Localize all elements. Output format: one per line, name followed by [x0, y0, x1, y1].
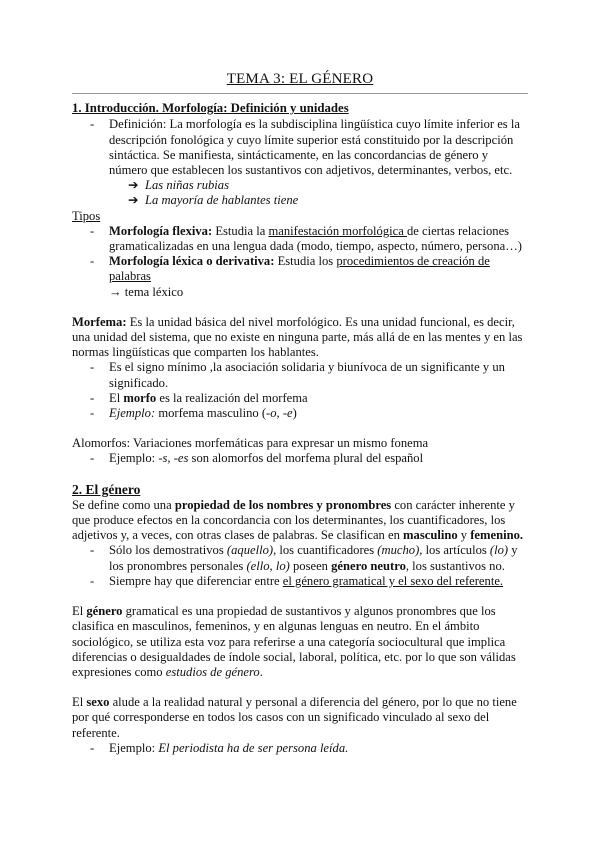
text-run: Se define como una: [72, 497, 175, 512]
text-run: -s, -es: [158, 451, 189, 466]
term-label: morfo: [123, 390, 157, 405]
text-run: es la realización del morfema: [156, 390, 308, 405]
tipo-lexica-item: [72, 254, 528, 300]
spacer: [72, 421, 528, 436]
list-dash: -: [90, 740, 95, 755]
list-dash: -: [90, 406, 95, 421]
text-run: morfema masculino (: [155, 406, 267, 421]
alomorfos-paragraph: Alomorfos: Variaciones morfemáticas para expresar un mismo fonema: [72, 436, 429, 451]
example-item: [72, 193, 528, 208]
sexo-paragraph: [72, 695, 528, 741]
example-text: Las niñas rubias: [145, 178, 229, 193]
morfema-bullet: [72, 360, 528, 390]
underlined-term: procedimientos de creación de palabras: [109, 254, 490, 284]
text-run: de ciertas relaciones gramaticalizadas en una lengua dada (modo, tiempo, aspecto, número, persona…): [109, 223, 522, 254]
spacer: [72, 300, 528, 315]
list-dash: -: [90, 390, 95, 405]
spacer: [72, 467, 528, 482]
genero-bullet: [72, 574, 528, 589]
section-2-heading: 2. El género: [72, 481, 141, 497]
text-run: (ello, lo): [246, 558, 290, 573]
arrow-icon: ➔: [128, 193, 139, 208]
term-label: Morfología flexiva:: [109, 223, 213, 238]
text-run: y los pronombres personales: [109, 543, 518, 573]
text-run: Es el signo mínimo ,la asociación solidaria y biunívoca de un significante y un significado.: [109, 360, 505, 390]
text-run: El periodista ha de ser persona leída.: [158, 740, 349, 755]
definition-text: Definición: La morfología es la subdisciplina lingüística cuyo límite inferior es la descripción fonológica y cuyo límite superior está constituido por la descripción sintáctica. Se manifiesta, sintácticamente, en las concordancias de género y número que establecen los sustantivos con adjetivos, determinantes, verbos, etc.: [109, 117, 520, 178]
text-run: Ejemplo:: [109, 406, 156, 421]
list-dash: -: [90, 451, 95, 466]
text-run: -o, -e: [266, 406, 293, 421]
text-run: Siempre hay que diferenciar entre: [109, 573, 283, 588]
term-label: sexo: [86, 695, 110, 710]
text-run: Estudia la: [212, 223, 269, 238]
text-run: El: [109, 390, 124, 405]
text-run: Ejemplo:: [109, 451, 159, 466]
example-text: La mayoría de hablantes tiene: [145, 193, 299, 208]
list-dash: -: [90, 360, 95, 375]
text-run: → tema léxico: [109, 284, 184, 299]
text-run: Estudia los: [274, 254, 337, 269]
spacer: [72, 680, 528, 695]
text-run: con carácter inherente y que produce efectos en la concordancia con los determinantes, los cuantificadores, los adjetivos y, a veces, con otras clases de palabras. Se clasifican en: [72, 497, 515, 543]
tipos-subheading: Tipos: [72, 208, 101, 223]
tipo-flexiva-item: [72, 224, 528, 254]
term-label: Morfología léxica o derivativa:: [109, 254, 275, 269]
spacer: [72, 589, 528, 604]
genero-definition-paragraph: [72, 498, 528, 544]
text-run: Ejemplo:: [109, 740, 159, 755]
term-label: Morfema:: [72, 314, 127, 329]
morfema-bullet: [72, 406, 528, 421]
text-run: , los artículos: [419, 543, 490, 558]
definition-item: [72, 117, 528, 178]
term-label: femenino.: [470, 528, 524, 543]
term-label: género neutro: [331, 558, 406, 573]
list-dash: -: [90, 223, 95, 238]
list-dash: -: [90, 543, 95, 558]
text-run: gramatical es una propiedad de sustantivos y algunos pronombres que los clasifica en masculinos, femeninos, y en algunas lenguas en neutro. En el ámbito sociológico, se utiliza esta voz para referirse a una categoría sociocultural que implica diferencias o desigualdades de índole social, laboral, política, etc. por lo que son válidas expresiones como: [72, 604, 516, 679]
morfema-bullet: [72, 391, 528, 406]
alomorfos-bullet: [72, 451, 528, 466]
title-divider: [72, 93, 528, 94]
section-1-heading: 1. Introducción. Morfología: Definición y unidades: [72, 101, 349, 116]
genero-gramatical-paragraph: [72, 604, 528, 680]
text-run: , los cuantificadores: [273, 543, 378, 558]
document-page: [72, 72, 528, 756]
list-dash: -: [90, 254, 95, 269]
term-label: género: [86, 604, 123, 619]
text-run: Es la unidad básica del nivel morfológico. Es una unidad funcional, es decir, una unidad del sistema, que no existe en ninguna parte, más allá de en las mentes y en las normas lingüísticas que comparten los hablantes.: [72, 314, 523, 360]
underlined-term: manifestación morfológica: [268, 223, 407, 238]
text-run: poseen: [289, 558, 332, 573]
text-run: El: [72, 604, 87, 619]
arrow-icon: ➔: [128, 178, 139, 193]
text-run: (lo): [489, 543, 509, 558]
term-label: propiedad de los nombres y pronombres: [174, 497, 392, 512]
list-dash: -: [90, 573, 95, 588]
text-run: son alomorfos del morfema plural del español: [188, 451, 424, 466]
text-run: .: [259, 664, 263, 679]
text-run: , los sustantivos no.: [405, 558, 505, 573]
example-item: [72, 178, 528, 193]
list-dash: -: [90, 117, 95, 132]
morfema-paragraph: [72, 315, 528, 361]
text-run: estudios de género: [165, 664, 260, 679]
text-run: alude a la realidad natural y personal a diferencia del género, por lo que no tiene por qué corresponderse en todos los casos con un significado vinculado al sexo del referente.: [72, 695, 517, 740]
genero-bullet: [72, 543, 528, 573]
sexo-bullet: [72, 741, 528, 756]
text-run: Sólo los demostrativos: [109, 543, 227, 558]
text-run: y: [457, 528, 471, 543]
text-run: El: [72, 695, 87, 710]
text-run: ): [292, 406, 297, 421]
underlined-term: el género gramatical y el sexo del referente.: [282, 573, 504, 588]
text-run: (mucho): [377, 543, 420, 558]
term-label: masculino: [403, 528, 458, 543]
page-title: TEMA 3: EL GÉNERO: [226, 71, 374, 87]
text-run: (aquello): [226, 543, 274, 558]
